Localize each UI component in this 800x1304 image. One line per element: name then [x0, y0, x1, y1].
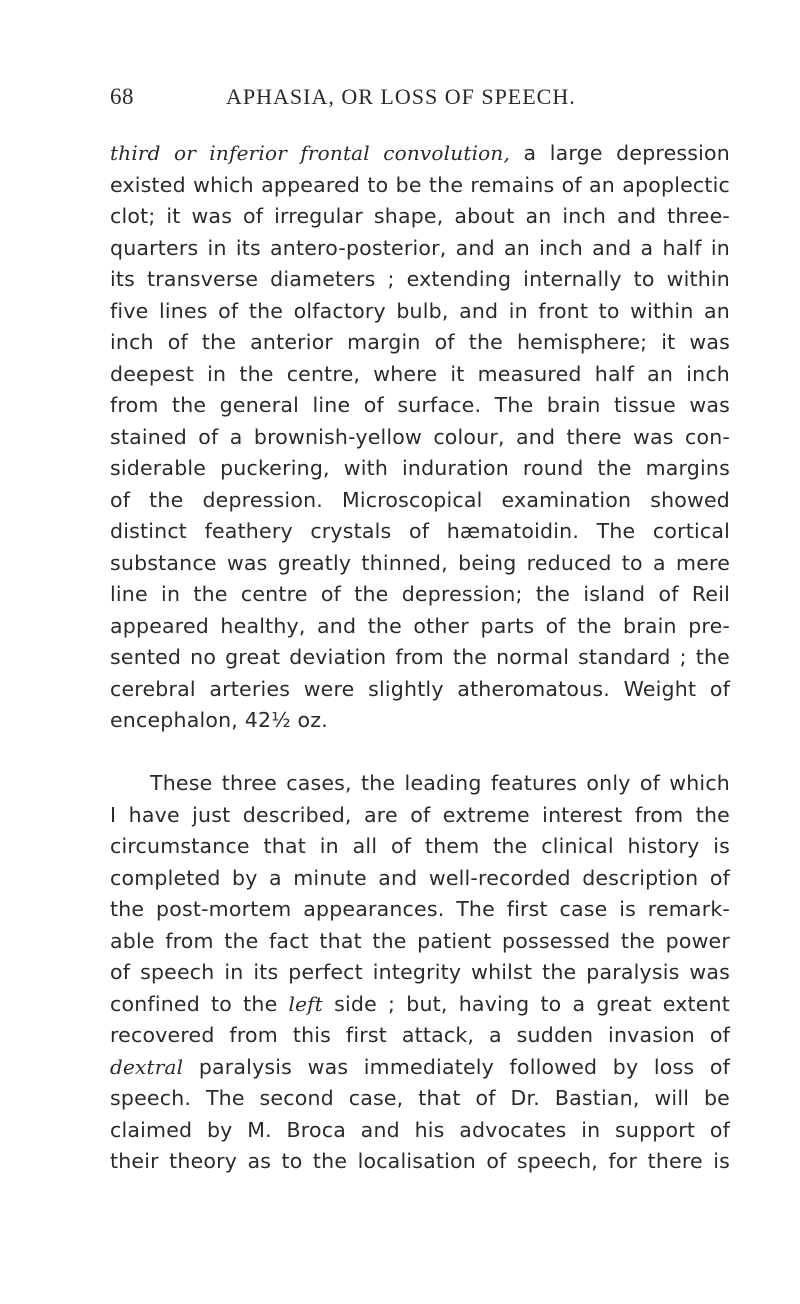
paragraph-2 [110, 768, 730, 1178]
text-line: of speech in its perfect integrity whilst the paralysis was [110, 960, 730, 984]
text-line: existed which appeared to be the remains of an apoplectic [110, 172, 730, 197]
text-line: substance was greatly thinned, being reduced to a mere [110, 550, 730, 575]
italic-word: left [288, 991, 323, 1016]
text-line: clot; it was of irregular shape, about an inch and three- [110, 204, 730, 228]
italic-phrase: third or inferior frontal convolution, [110, 141, 511, 165]
text-line: their theory as to the localisation of speech, for there is [110, 1149, 730, 1173]
text-line: its transverse diameters ; extending internally to within [110, 267, 730, 291]
text-line: dextral paralysis was immediately followed by loss of [110, 1054, 730, 1079]
italic-word: dextral [110, 1054, 184, 1079]
text-line: siderable puckering, with induration round the margins [110, 456, 730, 480]
text-line: inch of the anterior margin of the hemisphere; it was [110, 330, 730, 354]
paragraph-1 [110, 138, 730, 737]
text-line: claimed by M. Broca and his advocates in support of [110, 1117, 730, 1142]
text-line: completed by a minute and well-recorded description of [110, 865, 730, 890]
text-line: quarters in its antero-posterior, and an inch and a half in [110, 235, 730, 260]
text-line: circumstance that in all of them the clinical history is [110, 834, 730, 858]
text-line: confined to the left side ; but, having to a great extent [110, 991, 730, 1016]
text-line: sented no great deviation from the normal standard ; the [110, 645, 730, 669]
text-line: five lines of the olfactory bulb, and in front to within an [110, 298, 730, 323]
text-line: appeared healthy, and the other parts of the brain pre- [110, 613, 730, 638]
page-header [0, 84, 800, 114]
text-line: recovered from this first attack, a sudden invasion of [110, 1023, 730, 1047]
text-line: I have just described, are of extreme interest from the [110, 802, 730, 827]
running-title: APHASIA, OR LOSS OF SPEECH. [226, 84, 576, 109]
text-line: able from the fact that the patient possessed the power [110, 928, 730, 953]
text-line: cerebral arteries were slightly atheromatous. Weight of [110, 676, 730, 701]
text-line: encephalon, 42½ oz. [110, 708, 328, 732]
text-line: third or inferior frontal convolution, a large depression [110, 141, 730, 165]
text-line: deepest in the centre, where it measured half an inch [110, 361, 730, 386]
text-line: These three cases, the leading features only of which [150, 771, 730, 795]
text-line: distinct feathery crystals of hæmatoidin. The cortical [110, 519, 730, 543]
page-number: 68 [110, 84, 134, 109]
text-line: of the depression. Microscopical examination showed [110, 487, 730, 512]
text-line: the post-mortem appearances. The first case is remark- [110, 897, 730, 921]
fraction-half: ½ [271, 708, 291, 732]
text-line: line in the centre of the depression; the island of Reil [110, 582, 730, 606]
text-line: speech. The second case, that of Dr. Bastian, will be [110, 1086, 730, 1110]
text-line: from the general line of surface. The brain tissue was [110, 393, 730, 417]
text-line: stained of a brownish-yellow colour, and there was con- [110, 424, 730, 449]
